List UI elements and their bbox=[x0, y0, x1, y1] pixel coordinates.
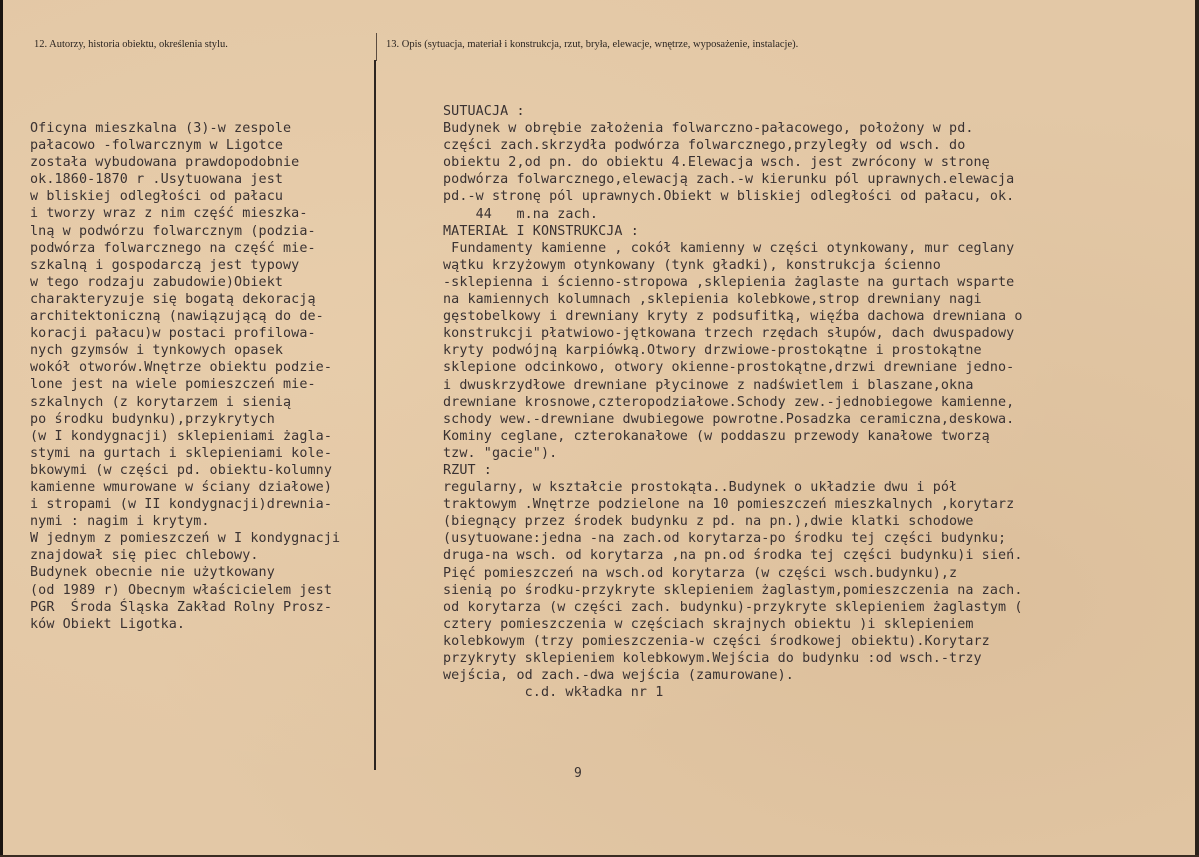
scan-edge-right bbox=[1195, 0, 1199, 857]
text-line: szkalnych (z korytarzem i sienią bbox=[30, 394, 292, 410]
text-line: 44 m.na zach. bbox=[443, 206, 599, 222]
text-line: podwórza folwarcznego na część mie- bbox=[30, 240, 316, 256]
text-line: Budynek obecnie nie użytkowany bbox=[30, 565, 275, 581]
text-line: kolebkowym (trzy pomieszczenia-w części środkowej obiektu).Korytarz bbox=[443, 633, 990, 649]
text-line: (biegnący przez środek budynku z pd. na pn.),dwie klatki schodowe bbox=[443, 514, 974, 530]
scan-edge-left bbox=[0, 0, 3, 857]
text-line: SUTUACJA : bbox=[443, 104, 525, 119]
text-line: od korytarza (w części zach. budynku)-przykryte sklepieniem żaglastym ( bbox=[443, 599, 1023, 615]
text-line: architektoniczną (nawiązującą do de- bbox=[30, 309, 324, 325]
text-line: RZUT : bbox=[443, 462, 492, 478]
text-line: podwórza folwarcznego,elewacją zach.-w kierunku pól uprawnych.elewacja bbox=[443, 172, 1015, 188]
text-line: ok.1860-1870 r .Usytuowana jest bbox=[30, 172, 284, 188]
text-line: nych gzymsów i tynkowych opasek bbox=[30, 343, 284, 359]
section-13-header: 13. Opis (sytuacja, materiał i konstrukcja, rzut, bryła, elewacje, wnętrze, wyposażenie, instalacje). bbox=[386, 39, 799, 50]
text-line: PGR Środa Śląska Zakład Rolny Prosz- bbox=[30, 599, 332, 615]
text-line: MATERIAŁ I KONSTRUKCJA : bbox=[443, 223, 639, 239]
text-line: części zach.skrzydła podwórza folwarcznego,przyległy od wsch. do bbox=[443, 138, 966, 154]
text-line: i dwuskrzydłowe drewniane płycinowe z nadświetlem i blaszane,okna bbox=[443, 377, 974, 393]
history-text bbox=[30, 120, 420, 633]
text-line: wątku krzyżowym otynkowany (tynk gładki), konstrukcja ścienno bbox=[443, 257, 941, 273]
text-line: Kominy ceglane, czterokanałowe (w poddaszu przewody kanałowe tworzą bbox=[443, 428, 990, 444]
section-12-header: 12. Autorzy, historia obiektu, określenia stylu. bbox=[34, 39, 228, 50]
text-line: została wybudowana prawdopodobnie bbox=[30, 155, 300, 171]
text-line: Oficyna mieszkalna (3)-w zespole bbox=[30, 121, 292, 136]
text-line: -sklepienna i ścienno-stropowa ,sklepienia żaglaste na gurtach wsparte bbox=[443, 274, 1015, 290]
text-line: znajdował się piec chlebowy. bbox=[30, 548, 259, 564]
text-line: w bliskiej odległości od pałacu bbox=[30, 189, 284, 205]
text-line: Pięć pomieszczeń na wsch.od korytarza (w części wsch.budynku),z bbox=[443, 565, 958, 581]
text-line: tzw. "gacie"). bbox=[443, 445, 558, 461]
text-line: pd.-w stronę pól uprawnych.Obiekt w bliskiej odległości od pałacu, ok. bbox=[443, 189, 1015, 205]
text-line: lną w podwórzu folwarcznym (podzia- bbox=[30, 223, 316, 239]
text-line: (w I kondygnacji) sklepieniami żagla- bbox=[30, 428, 332, 444]
text-line: stymi na gurtach i sklepieniami kole- bbox=[30, 445, 332, 461]
text-line: lone jest na wiele pomieszczeń mie- bbox=[30, 377, 316, 393]
text-line: koracji pałacu)w postaci profilowa- bbox=[30, 326, 316, 342]
text-line: i stropami (w II kondygnacji)drewnia- bbox=[30, 497, 332, 513]
text-line: na kamiennych kolumnach ,sklepienia kolebkowe,strop drewniany nagi bbox=[443, 292, 982, 308]
text-line: kryty podwójną karpiówką.Otwory drzwiowe-prostokątne i prostokątne bbox=[443, 343, 982, 359]
text-line: pałacowo -folwarcznym w Ligotce bbox=[30, 138, 284, 154]
text-line: przykryty sklepieniem kolebkowym.Wejścia do budynku :od wsch.-trzy bbox=[443, 651, 982, 666]
text-line: charakteryzuje się bogatą dekoracją bbox=[30, 291, 316, 307]
text-line: konstrukcji płatwiowo-jętkowana trzech rzędach słupów, dach dwuspadowy bbox=[443, 326, 1015, 342]
text-line: c.d. wkładka nr 1 bbox=[443, 685, 664, 701]
text-line: regularny, w kształcie prostokąta..Budynek o układzie dwu i pół bbox=[443, 480, 958, 496]
text-line: druga-na wsch. od korytarza ,na pn.od środka tej części budynku)i sień. bbox=[443, 548, 1023, 564]
description-text bbox=[443, 103, 1173, 701]
text-line: traktowym .Wnętrze podzielone na 10 pomieszczeń mieszkalnych ,korytarz bbox=[443, 497, 1015, 513]
text-line: Budynek w obrębie założenia folwarczno-pałacowego, położony w pd. bbox=[443, 121, 974, 137]
text-line: obiektu 2,od pn. do obiektu 4.Elewacja wsch. jest zwrócony w stronę bbox=[443, 155, 990, 171]
text-line: drewniane krosnowe,czteropodziałowe.Schody zew.-jednobiegowe kamienne, bbox=[443, 394, 1015, 410]
text-line: w tego rodzaju zabudowie)Obiekt bbox=[30, 274, 284, 290]
text-line: wejścia, od zach.-dwa wejścia (zamurowane). bbox=[443, 668, 794, 684]
column-divider-top bbox=[376, 33, 377, 61]
text-line: W jednym z pomieszczeń w I kondygnacji bbox=[30, 531, 341, 547]
text-line: gęstobelkowy i drewniany kryty z podsufitką, więźba dachowa drewniana o bbox=[443, 309, 1023, 325]
text-line: nymi : nagim i krytym. bbox=[30, 514, 210, 530]
text-line: i tworzy wraz z nim część mieszka- bbox=[30, 206, 308, 222]
text-line: szkalną i gospodarczą jest typowy bbox=[30, 257, 300, 273]
text-line: schody wew.-drewniane dwubiegowe powrotne.Posadzka ceramiczna,deskowa. bbox=[443, 411, 1015, 427]
text-line: (usytuowane:jedna -na zach.od korytarza-po środku tej części budynku; bbox=[443, 531, 1007, 547]
text-line: ków Obiekt Ligotka. bbox=[30, 616, 186, 632]
page-number: 9 bbox=[574, 766, 582, 781]
text-line: kamienne wmurowane w ściany działowe) bbox=[30, 479, 332, 495]
text-line: cztery pomieszczenia w częściach skrajnych obiektu )i sklepieniem bbox=[443, 616, 974, 632]
text-line: po środku budynku),przykrytych bbox=[30, 411, 275, 427]
text-line: wokół otworów.Wnętrze obiektu podzie- bbox=[30, 360, 332, 376]
text-line: Fundamenty kamienne , cokół kamienny w części otynkowany, mur ceglany bbox=[443, 240, 1015, 256]
text-line: bkowymi (w części pd. obiektu-kolumny bbox=[30, 462, 332, 478]
text-line: sienią po środku-przykryte sklepieniem żaglastym,pomieszczenia na zach. bbox=[443, 582, 1023, 598]
text-line: sklepione odcinkowo, otwory okienne-prostokątne,drzwi drewniane jedno- bbox=[443, 360, 1015, 376]
text-line: (od 1989 r) Obecnym właścicielem jest bbox=[30, 582, 332, 598]
